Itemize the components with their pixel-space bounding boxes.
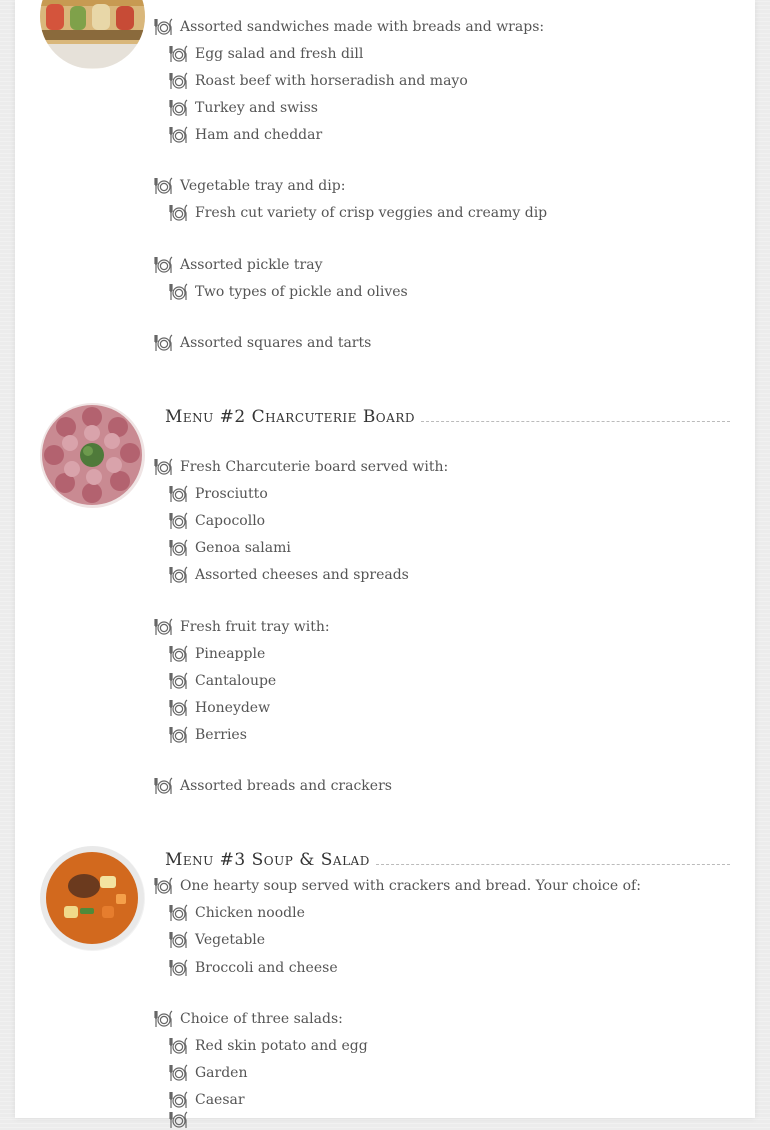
menu-page (15, 0, 755, 1118)
menu-3-title-row (165, 848, 730, 872)
plate-cutlery-icon (168, 71, 188, 91)
menu-item-label: Fresh fruit tray with: (180, 619, 330, 635)
sandwich-image (40, 0, 145, 69)
menu-subitem-label: Vegetable (195, 932, 266, 948)
menu-3-title: Menu #3 Soup & Salad (165, 850, 370, 870)
plate-cutlery-icon (153, 776, 173, 796)
plate-cutlery-icon (168, 511, 188, 531)
menu-subitem-label: Red skin potato and egg (195, 1038, 368, 1054)
title-leader (376, 864, 730, 865)
plate-cutlery-icon (168, 1036, 188, 1056)
menu-subitem-label: Prosciutto (195, 486, 268, 502)
menu-subitem-label: Pineapple (195, 646, 266, 662)
plate-cutlery-icon (168, 484, 188, 504)
menu-subitem (168, 511, 265, 531)
charcuterie-image (40, 403, 145, 508)
soup-image (40, 846, 145, 951)
menu-subitem (168, 282, 408, 302)
plate-cutlery-icon (168, 1090, 188, 1110)
menu-subitem (168, 930, 265, 950)
menu-item (153, 255, 322, 275)
menu-subitem (168, 698, 270, 718)
menu-subitem (168, 958, 338, 978)
menu-item-label: Assorted sandwiches made with breads and wraps: (180, 19, 545, 35)
plate-cutlery-icon (168, 44, 188, 64)
menu-subitem-label: Honeydew (195, 700, 271, 716)
menu-2-title-row (165, 405, 730, 429)
menu-subitem-label: Ham and cheddar (195, 127, 323, 143)
menu-subitem-label: Chicken noodle (195, 905, 305, 921)
menu-subitem-partial (168, 1110, 195, 1130)
menu-item (153, 176, 345, 196)
plate-cutlery-icon (153, 457, 173, 477)
menu-subitem-label: Capocollo (195, 513, 266, 529)
plate-cutlery-icon (153, 176, 173, 196)
menu-subitem-label: Assorted cheeses and spreads (195, 567, 409, 583)
menu-subitem (168, 1090, 245, 1110)
menu-item-label: Fresh Charcuterie board served with: (180, 459, 449, 475)
menu-item-label: Assorted pickle tray (180, 257, 323, 273)
menu-subitem (168, 671, 276, 691)
plate-cutlery-icon (168, 930, 188, 950)
plate-cutlery-icon (153, 617, 173, 637)
menu-subitem (168, 125, 322, 145)
menu-subitem-label: Cantaloupe (195, 673, 277, 689)
plate-cutlery-icon (168, 565, 188, 585)
menu-subitem-label: Egg salad and fresh dill (195, 46, 364, 62)
menu-item (153, 617, 330, 637)
menu-item (153, 333, 371, 353)
menu-subitem-label: Turkey and swiss (195, 100, 318, 116)
plate-cutlery-icon (168, 538, 188, 558)
menu-subitem-label: Fresh cut variety of crisp veggies and creamy dip (195, 205, 548, 221)
plate-cutlery-icon (168, 725, 188, 745)
menu-subitem-label: Garden (195, 1065, 248, 1081)
menu-item-label: Vegetable tray and dip: (180, 178, 346, 194)
menu-item (153, 776, 392, 796)
menu-subitem (168, 484, 268, 504)
menu-item (153, 876, 641, 896)
menu-2-title: Menu #2 Charcuterie Board (165, 407, 415, 427)
plate-cutlery-icon (168, 203, 188, 223)
plate-cutlery-icon (168, 1063, 188, 1083)
plate-cutlery-icon (168, 958, 188, 978)
menu-subitem (168, 203, 547, 223)
plate-cutlery-icon (168, 98, 188, 118)
menu-subitem-label: Two types of pickle and olives (195, 284, 408, 300)
menu-subitem (168, 565, 409, 585)
plate-cutlery-icon (153, 255, 173, 275)
menu-subitem-label: Caesar (195, 1092, 245, 1108)
menu-subitem (168, 644, 265, 664)
menu-item-label: Assorted squares and tarts (180, 335, 372, 351)
menu-subitem (168, 538, 291, 558)
plate-cutlery-icon (168, 1110, 188, 1130)
plate-cutlery-icon (168, 671, 188, 691)
title-leader (421, 421, 730, 422)
plate-cutlery-icon (168, 903, 188, 923)
plate-cutlery-icon (168, 644, 188, 664)
menu-subitem-label: Berries (195, 727, 247, 743)
plate-cutlery-icon (168, 698, 188, 718)
menu-subitem (168, 44, 363, 64)
menu-item (153, 17, 544, 37)
menu-item (153, 1009, 343, 1029)
menu-item (153, 457, 448, 477)
menu-item-label: Choice of three salads: (180, 1011, 343, 1027)
menu-subitem-label: Broccoli and cheese (195, 960, 338, 976)
menu-subitem (168, 725, 247, 745)
plate-cutlery-icon (153, 17, 173, 37)
plate-cutlery-icon (153, 333, 173, 353)
menu-subitem (168, 1036, 368, 1056)
menu-subitem (168, 1063, 248, 1083)
menu-subitem (168, 98, 318, 118)
menu-item-label: One hearty soup served with crackers and bread. Your choice of: (180, 878, 641, 894)
menu-subitem (168, 903, 305, 923)
menu-subitem (168, 71, 468, 91)
menu-item-label: Assorted breads and crackers (180, 778, 392, 794)
menu-subitem-label: Genoa salami (195, 540, 291, 556)
plate-cutlery-icon (168, 282, 188, 302)
plate-cutlery-icon (153, 876, 173, 896)
menu-subitem-label: Roast beef with horseradish and mayo (195, 73, 468, 89)
plate-cutlery-icon (153, 1009, 173, 1029)
plate-cutlery-icon (168, 125, 188, 145)
